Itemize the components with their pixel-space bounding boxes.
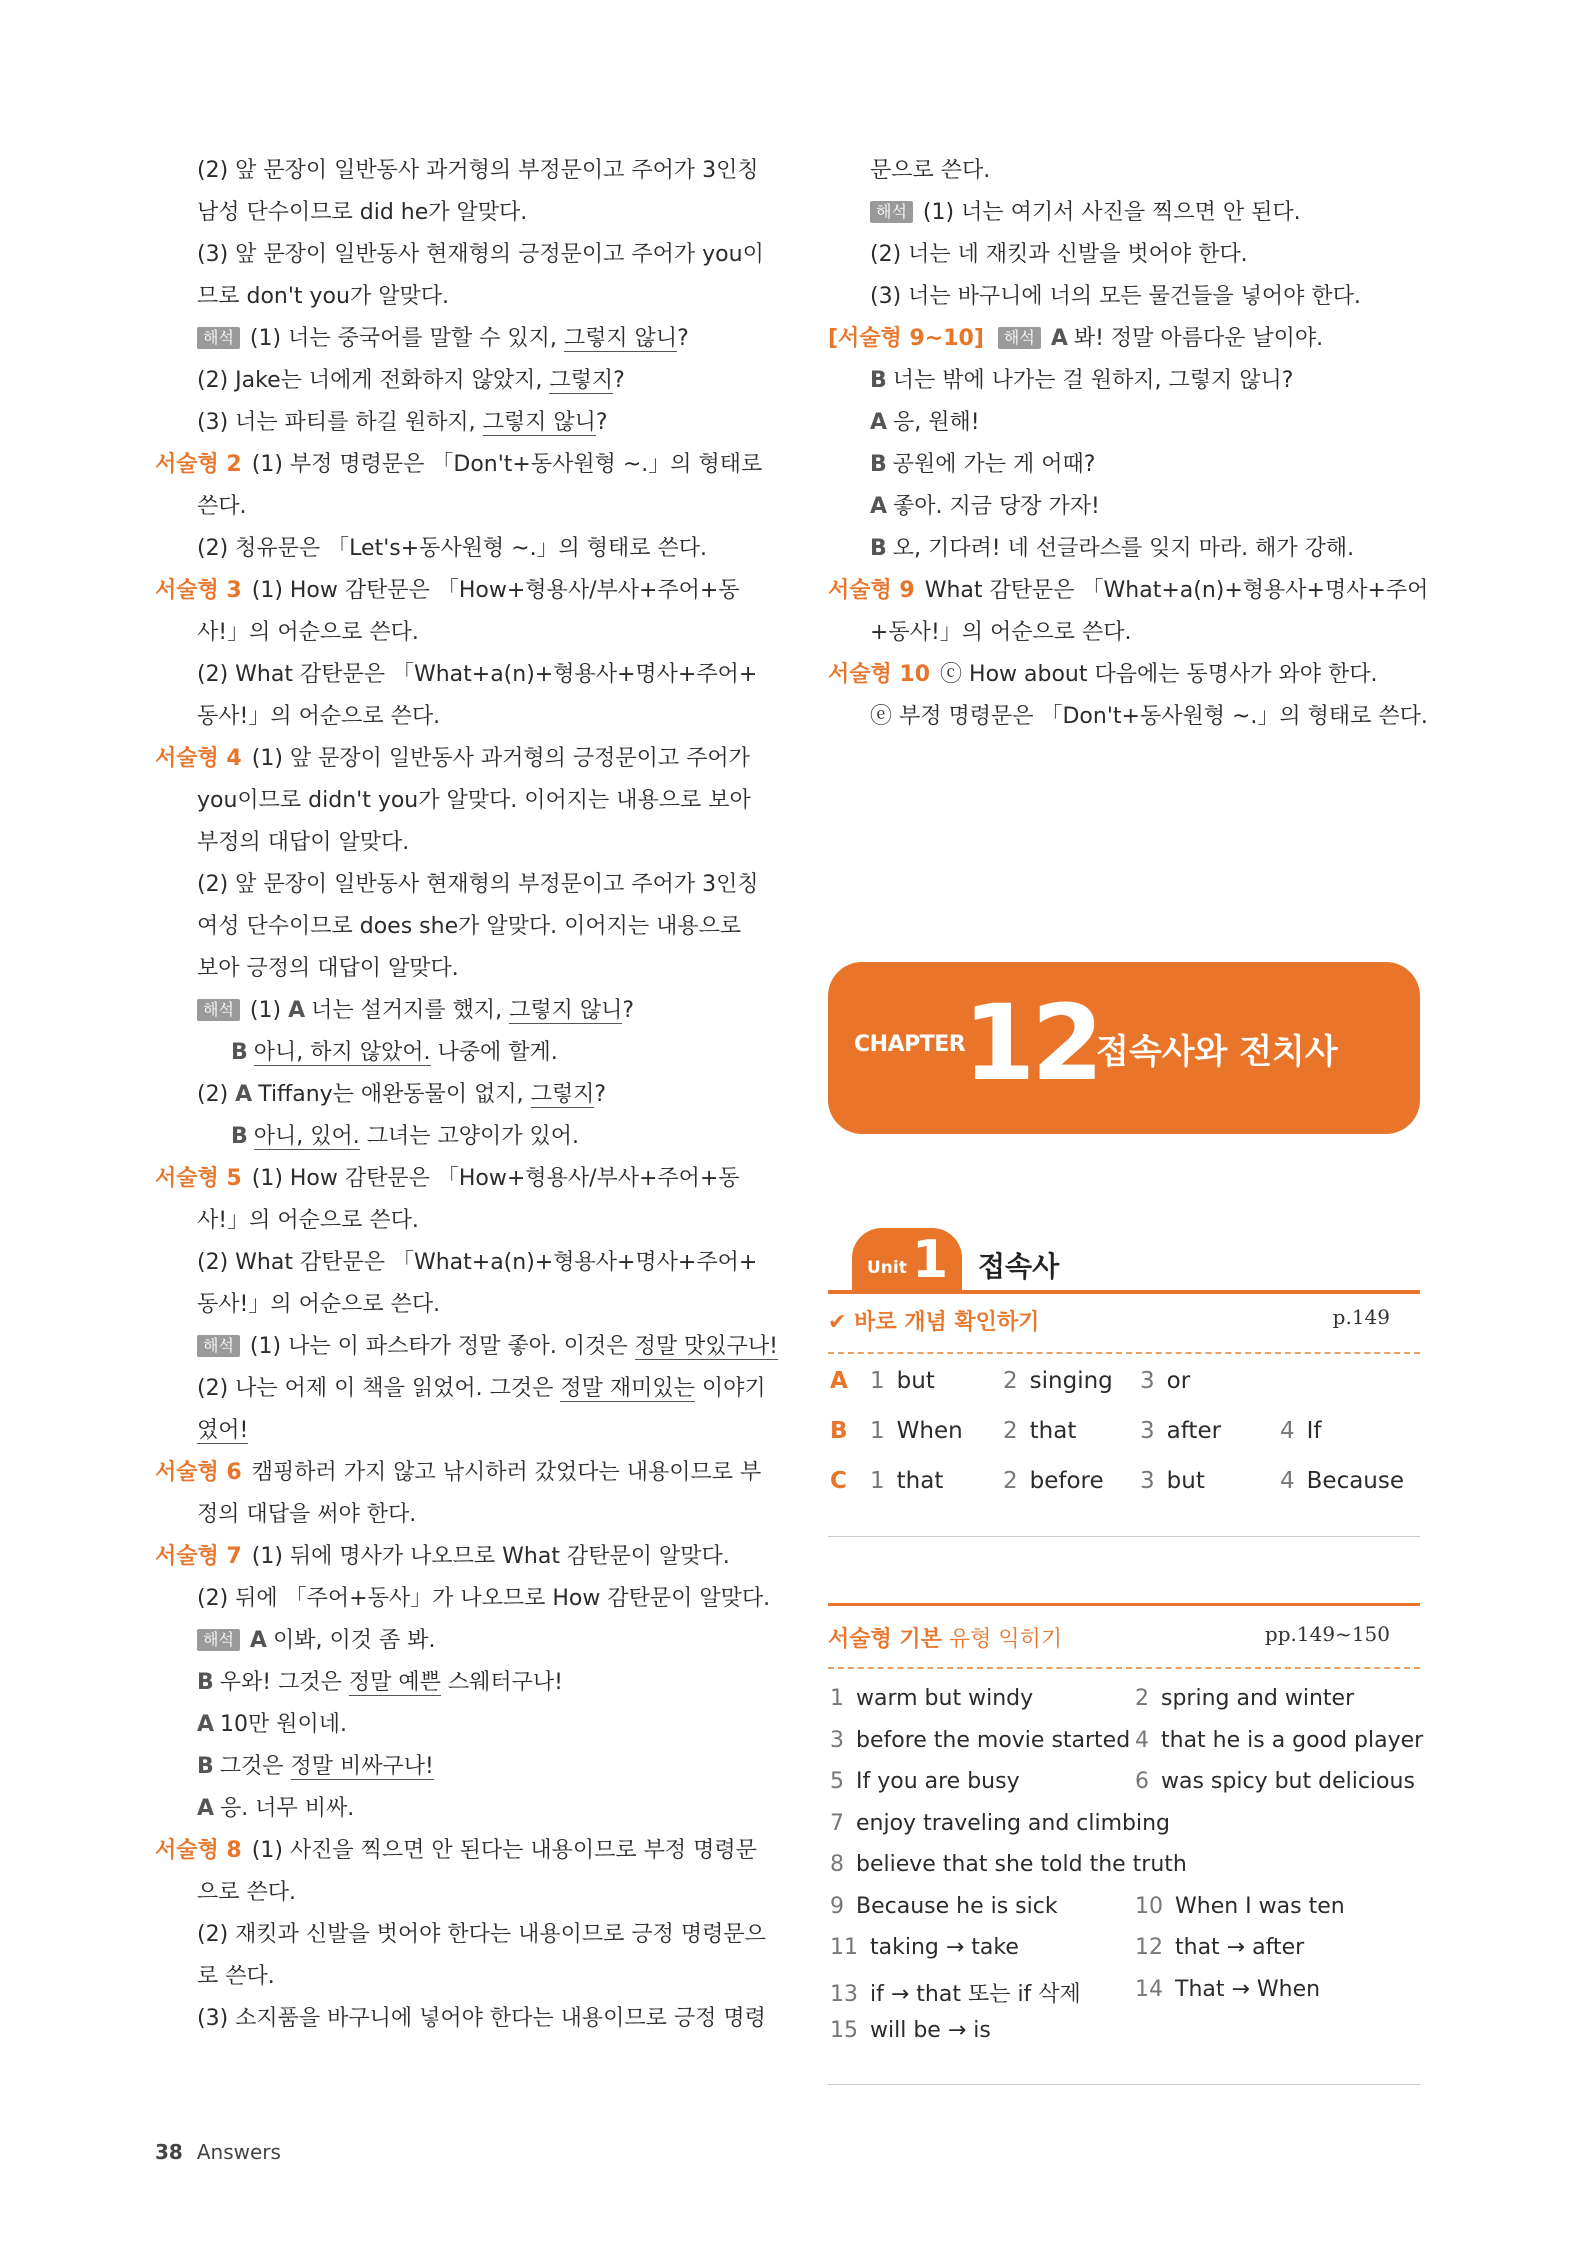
- answer-line: [155, 276, 755, 318]
- answer-line: [155, 486, 755, 528]
- speaker-label: B: [870, 452, 887, 477]
- speaker-label: B: [197, 1754, 214, 1779]
- practice-answer: [830, 1852, 1187, 1877]
- answer-value: will be → is: [870, 2018, 991, 2043]
- practice-answer: [830, 1811, 1170, 1836]
- answer-line: [155, 1116, 755, 1158]
- speaker-label: A: [288, 998, 306, 1023]
- check-answer: [1140, 1368, 1190, 1394]
- answer-value: If: [1306, 1418, 1322, 1444]
- answer-line: [155, 1830, 755, 1872]
- practice-section-title-bold: 서술형 기본: [828, 1627, 942, 1652]
- question-label: [서술형 9~10]: [828, 326, 984, 351]
- practice-answer: [830, 1977, 1081, 2008]
- line-text: 사!」의 어순으로 쓴다.: [197, 620, 419, 645]
- answer-value: When: [896, 1418, 963, 1444]
- answer-number: 6: [1135, 1769, 1149, 1794]
- check-row-label: C: [830, 1468, 847, 1494]
- speaker-label: B: [231, 1040, 248, 1065]
- speaker-label: A: [870, 410, 888, 435]
- answer-line: [828, 192, 1418, 234]
- check-row-label: A: [830, 1368, 848, 1394]
- check-answer: [1003, 1468, 1104, 1494]
- answer-value: but: [896, 1368, 935, 1394]
- underlined-text: 그렇지: [549, 368, 614, 393]
- check-answer: [1280, 1468, 1404, 1494]
- line-text: (2) Jake는 너에게 전화하지 않았지,: [197, 368, 550, 393]
- answer-line: [155, 864, 759, 906]
- line-text: 캠핑하러 가지 않고 낚시하러 갔었다는 내용이므로 부: [251, 1460, 762, 1485]
- practice-answer: [1135, 1894, 1345, 1919]
- section-divider: [828, 1536, 1420, 1537]
- answer-line: [155, 780, 755, 822]
- question-label: 서술형 9: [828, 578, 915, 603]
- line-text: (2) 앞 문장이 일반동사 현재형의 부정문이고 주어가 3인칭: [197, 872, 759, 897]
- check-answer: [1140, 1418, 1221, 1444]
- check-answer: [1003, 1368, 1113, 1394]
- answer-line: [155, 1578, 771, 1620]
- line-text: ?: [595, 410, 608, 435]
- line-text: ?: [677, 326, 689, 351]
- line-text: 므로 don't you가 알맞다.: [197, 284, 449, 309]
- line-text: (2) 재킷과 신발을 벗어야 한다는 내용이므로 긍정 명령문으: [197, 1922, 766, 1947]
- line-text: 문으로 쓴다.: [870, 158, 991, 183]
- line-text: (2) What 감탄문은 「What+a(n)+형용사+명사+주어+: [197, 1250, 758, 1275]
- answer-value: that he is a good player: [1161, 1727, 1424, 1753]
- check-row-label: B: [830, 1418, 848, 1444]
- answer-line: [828, 276, 1418, 318]
- answer-number: 2: [1003, 1468, 1018, 1494]
- answer-value: taking → take: [870, 1935, 1019, 1960]
- answer-line: [155, 1998, 766, 2040]
- line-text: 그녀는 고양이가 있어.: [359, 1124, 580, 1149]
- answer-line: [155, 444, 763, 486]
- answer-line: [155, 528, 755, 570]
- answer-line: [155, 696, 755, 738]
- answer-line: [828, 318, 1418, 360]
- answer-number: 4: [1280, 1418, 1295, 1444]
- line-text: 로 쓴다.: [197, 1964, 275, 1989]
- line-text: (1) 나는 이 파스타가 정말 좋아. 이것은: [249, 1334, 635, 1359]
- translation-tag: 해석: [870, 201, 913, 223]
- practice-answer: [1135, 1769, 1415, 1794]
- answer-value: That → When: [1175, 1976, 1321, 2002]
- practice-answer: [830, 1769, 1020, 1794]
- answer-line: [155, 1788, 755, 1830]
- answer-number: 1: [870, 1368, 885, 1394]
- answer-line: [155, 1662, 755, 1704]
- answer-line: [155, 738, 755, 780]
- line-text: 응, 원해!: [893, 410, 980, 435]
- answer-line: [155, 906, 755, 948]
- answer-line: [828, 570, 1429, 612]
- line-text: (1) 앞 문장이 일반동사 과거형의 긍정문이고 주어가: [251, 746, 750, 771]
- answer-number: 2: [1003, 1368, 1018, 1394]
- answer-line: [155, 360, 755, 402]
- practice-answer: [1135, 1977, 1320, 2002]
- question-label: 서술형 3: [155, 578, 242, 603]
- speaker-label: A: [197, 1796, 215, 1821]
- answer-line: [155, 1074, 755, 1116]
- line-text: (3) 너는 파티를 하길 원하지,: [197, 410, 483, 435]
- answer-line: [155, 1326, 778, 1368]
- practice-answer: [1135, 1728, 1423, 1753]
- left-answer-column: [155, 150, 778, 2040]
- dashed-divider: [828, 1667, 1420, 1669]
- line-text: (3) 소지품을 바구니에 넣어야 한다는 내용이므로 긍정 명령: [197, 2006, 766, 2031]
- chapter-title: 접속사와 전치사: [1096, 1032, 1338, 1072]
- answer-line: [155, 1620, 755, 1662]
- answer-line: [155, 654, 758, 696]
- line-text: 스웨터구나!: [440, 1670, 563, 1695]
- line-text: (2) 청유문은 「Let's+동사원형 ~.」의 형태로 쓴다.: [197, 536, 708, 561]
- check-section-header: [828, 1305, 1420, 1336]
- answer-number: 12: [1135, 1935, 1163, 1960]
- answer-line: [155, 1536, 755, 1578]
- unit-title: 접속사: [978, 1250, 1060, 1283]
- practice-section-page: pp.149~150: [1264, 1622, 1390, 1646]
- answer-line: [155, 1158, 755, 1200]
- translation-tag: 해석: [998, 327, 1041, 349]
- answer-line: [828, 696, 1428, 738]
- underlined-text: 그렇지: [530, 1082, 595, 1107]
- answer-value: believe that she told the truth: [856, 1852, 1187, 1877]
- line-text: +동사!」의 어순으로 쓴다.: [870, 620, 1132, 645]
- check-answer: [1003, 1418, 1076, 1444]
- answer-line: [155, 234, 764, 276]
- dashed-divider: [828, 1352, 1420, 1354]
- line-text: (2) 나는 어제 이 책을 읽었어. 그것은: [197, 1376, 561, 1401]
- practice-answer: [830, 1894, 1058, 1919]
- answer-line: [155, 1746, 755, 1788]
- answer-number: 4: [1280, 1468, 1295, 1494]
- line-text: ?: [622, 998, 635, 1023]
- line-text: (2) 뒤에 「주어+동사」가 나오므로 How 감탄문이 알맞다.: [197, 1586, 771, 1611]
- line-text: (2) 앞 문장이 일반동사 과거형의 부정문이고 주어가 3인칭: [197, 158, 759, 183]
- footer-label: Answers: [196, 2140, 281, 2164]
- speaker-label: B: [870, 368, 887, 393]
- answer-value: after: [1166, 1418, 1222, 1444]
- answer-number: 4: [1135, 1727, 1149, 1753]
- line-text: 으로 쓴다.: [197, 1880, 296, 1905]
- unit-number: 1: [912, 1230, 949, 1290]
- answer-value: Because: [1306, 1468, 1405, 1494]
- line-text: 쓴다.: [197, 494, 247, 519]
- answer-number: 3: [1140, 1368, 1155, 1394]
- answer-line: [828, 360, 1418, 402]
- practice-answer: [1135, 1935, 1304, 1960]
- answer-number: 9: [830, 1893, 844, 1919]
- line-text: What 감탄문은 「What+a(n)+형용사+명사+주어: [924, 578, 1429, 603]
- line-text: 사!」의 어순으로 쓴다.: [197, 1208, 419, 1233]
- speaker-label: A: [249, 1628, 267, 1653]
- question-label: 서술형 10: [828, 662, 931, 687]
- answer-line: [155, 1032, 755, 1074]
- answer-number: 11: [830, 1935, 858, 1960]
- answer-number: 3: [1140, 1468, 1155, 1494]
- line-text: (1): [249, 998, 289, 1023]
- practice-answer: [830, 1728, 1130, 1753]
- answer-line: [155, 1494, 755, 1536]
- line-text: 너는 설거지를 했지,: [311, 998, 510, 1023]
- answer-value: that: [896, 1468, 944, 1494]
- line-text: (3) 앞 문장이 일반동사 현재형의 긍정문이고 주어가 you이: [197, 242, 764, 267]
- underlined-text: 그렇지 않니: [509, 998, 623, 1023]
- answer-number: 1: [870, 1468, 885, 1494]
- practice-answer: [830, 2018, 991, 2043]
- answer-line: [155, 948, 755, 990]
- check-section-title: ✔ 바로 개념 확인하기: [828, 1310, 1040, 1335]
- line-text: (1) 사진을 찍으면 안 된다는 내용이므로 부정 명령문: [251, 1838, 757, 1863]
- question-label: 서술형 6: [155, 1460, 242, 1485]
- answer-line: [155, 1956, 755, 1998]
- practice-answer: [830, 1686, 1033, 1711]
- line-text: ?: [594, 1082, 607, 1107]
- answer-line: [155, 990, 755, 1032]
- speaker-label: A: [197, 1712, 215, 1737]
- practice-answer: [830, 1935, 1019, 1960]
- answer-line: [828, 654, 1418, 696]
- answer-line: [155, 1284, 755, 1326]
- chapter-number: 12: [963, 982, 1100, 1104]
- answer-line: [828, 402, 1418, 444]
- line-text: 이봐, 이것 좀 봐.: [272, 1628, 436, 1653]
- check-answer: [870, 1418, 963, 1444]
- answer-line: [828, 486, 1418, 528]
- answer-line: [155, 1914, 766, 1956]
- line-text: ?: [613, 368, 625, 393]
- answer-number: 1: [830, 1686, 844, 1711]
- answer-line: [155, 1200, 755, 1242]
- underlined-text: 정말 재미있는: [560, 1376, 695, 1401]
- line-text: 동사!」의 어순으로 쓴다.: [197, 1292, 441, 1317]
- answer-line: [828, 444, 1418, 486]
- answer-value: singing: [1029, 1368, 1113, 1394]
- answer-line: [828, 528, 1418, 570]
- answer-line: [828, 234, 1418, 276]
- line-text: 부정의 대답이 알맞다.: [197, 830, 410, 855]
- answer-number: 2: [1135, 1686, 1149, 1711]
- underlined-text: 정말 예쁜: [348, 1670, 441, 1695]
- answer-value: or: [1166, 1368, 1191, 1394]
- translation-tag: 해석: [197, 327, 240, 349]
- line-text: 보아 긍정의 대답이 알맞다.: [197, 956, 459, 981]
- chapter-label: CHAPTER: [854, 1032, 966, 1057]
- speaker-label: B: [870, 536, 887, 561]
- translation-tag: 해석: [197, 999, 240, 1021]
- answer-number: 10: [1135, 1893, 1163, 1919]
- answer-line: [155, 1872, 755, 1914]
- line-text: 오, 기다려! 네 선글라스를 잊지 마라. 해가 강해.: [892, 536, 1355, 561]
- line-text: 남성 단수이므로 did he가 알맞다.: [197, 200, 528, 225]
- line-text: (2) 너는 네 재킷과 신발을 벗어야 한다.: [870, 242, 1248, 267]
- answer-line: [155, 612, 755, 654]
- answer-number: 14: [1135, 1976, 1163, 2002]
- line-text: 동사!」의 어순으로 쓴다.: [197, 704, 441, 729]
- practice-top-rule: [828, 1603, 1420, 1606]
- answer-line: [155, 1452, 762, 1494]
- practice-section-header: [828, 1622, 1420, 1653]
- answer-value: that → after: [1175, 1935, 1305, 1960]
- line-text: 응. 너무 비싸.: [220, 1796, 355, 1821]
- answer-line: [155, 1368, 766, 1410]
- answer-value: spring and winter: [1161, 1686, 1355, 1711]
- practice-answer: [1135, 1686, 1354, 1711]
- answer-value: was spicy but delicious: [1161, 1769, 1415, 1794]
- practice-section-title-rest: 유형 익히기: [941, 1627, 1063, 1652]
- check-answer: [1280, 1418, 1322, 1444]
- answer-value: If you are busy: [856, 1769, 1020, 1794]
- page-footer: [155, 2140, 281, 2164]
- chapter-banner: [828, 962, 1420, 1134]
- translation-tag: 해석: [197, 1629, 240, 1651]
- line-text: Tiffany는 애완동물이 없지,: [258, 1082, 531, 1107]
- line-text: (1) How 감탄문은 「How+형용사/부사+주어+동: [251, 578, 740, 603]
- line-text: 10만 원이네.: [220, 1712, 348, 1737]
- check-answer: [1140, 1468, 1205, 1494]
- answer-value: before the movie started: [856, 1727, 1131, 1753]
- answer-number: 2: [1003, 1418, 1018, 1444]
- line-text: (1) 뒤에 명사가 나오므로 What 감탄문이 알맞다.: [251, 1544, 730, 1569]
- line-text: 공원에 가는 게 어때?: [892, 452, 1096, 477]
- answer-line: [155, 822, 755, 864]
- line-text: (1) 부정 명령문은 「Don't+동사원형 ~.」의 형태로: [251, 452, 763, 477]
- line-text: (1) 너는 여기서 사진을 찍으면 안 된다.: [922, 200, 1301, 225]
- unit-divider: [828, 1290, 1420, 1294]
- answer-line: [155, 1704, 755, 1746]
- underlined-text: 였어!: [197, 1418, 249, 1443]
- answer-line: [155, 402, 755, 444]
- answer-value: before: [1029, 1468, 1104, 1494]
- answer-value: but: [1166, 1468, 1205, 1494]
- underlined-text: 그렇지 않니: [482, 410, 596, 435]
- check-section-page: p.149: [1332, 1305, 1390, 1329]
- line-text: 우와! 그것은: [219, 1670, 349, 1695]
- answer-value: enjoy traveling and climbing: [856, 1810, 1171, 1836]
- answer-line: [828, 150, 1418, 192]
- line-text: (1) 너는 중국어를 말할 수 있지,: [249, 326, 564, 351]
- line-text: (2) What 감탄문은 「What+a(n)+형용사+명사+주어+: [197, 662, 758, 687]
- answer-value: Because he is sick: [856, 1893, 1058, 1919]
- line-text: (2): [197, 1082, 236, 1107]
- speaker-label: B: [197, 1670, 214, 1695]
- underlined-text: 아니, 하지 않았어.: [253, 1040, 431, 1065]
- question-label: 서술형 8: [155, 1838, 242, 1863]
- line-text: 너는 밖에 나가는 걸 원하지, 그렇지 않니?: [892, 368, 1294, 393]
- line-text: 정의 대답을 써야 한다.: [197, 1502, 417, 1527]
- underlined-text: 정말 비싸구나!: [290, 1754, 434, 1779]
- answer-line: [155, 150, 759, 192]
- answer-number: 3: [1140, 1418, 1155, 1444]
- speaker-label: A: [1050, 326, 1068, 351]
- answer-line: [828, 612, 1418, 654]
- question-label: 서술형 2: [155, 452, 242, 477]
- underlined-text: 그렇지 않니: [563, 326, 678, 351]
- answer-number: 13: [830, 1981, 858, 2007]
- answer-line: [155, 570, 755, 612]
- unit-tab: [852, 1228, 962, 1290]
- unit-label: Unit: [867, 1258, 907, 1278]
- answer-line: [155, 192, 755, 234]
- section-divider: [828, 2084, 1420, 2085]
- translation-tag: 해석: [197, 1335, 240, 1357]
- line-text: 여성 단수이므로 does she가 알맞다. 이어지는 내용으로: [197, 914, 742, 939]
- check-answer: [870, 1468, 943, 1494]
- right-answer-column: [828, 150, 1429, 738]
- answer-number: 7: [830, 1810, 844, 1836]
- question-label: 서술형 5: [155, 1166, 242, 1191]
- answer-value: When I was ten: [1175, 1893, 1345, 1919]
- answer-value: warm but windy: [856, 1686, 1034, 1711]
- answer-line: [155, 318, 755, 360]
- line-text: 좋아. 지금 당장 가자!: [893, 494, 1100, 519]
- check-answer: [870, 1368, 935, 1394]
- line-text: 나중에 할게.: [430, 1040, 558, 1065]
- answer-line: [155, 1410, 755, 1452]
- answer-number: 5: [830, 1769, 844, 1794]
- speaker-label: B: [231, 1124, 248, 1149]
- line-text: (1) How 감탄문은 「How+형용사/부사+주어+동: [251, 1166, 740, 1191]
- answer-number: 1: [870, 1418, 885, 1444]
- line-text: ⓒ How about 다음에는 동명사가 와야 한다.: [940, 662, 1378, 687]
- answer-number: 8: [830, 1852, 844, 1877]
- underlined-text: 아니, 있어.: [253, 1124, 360, 1149]
- answer-number: 3: [830, 1727, 844, 1753]
- line-text: 이야기: [694, 1376, 766, 1401]
- answer-value: if → that 또는 if 삭제: [870, 1981, 1081, 2007]
- underlined-text: 정말 맛있구나!: [634, 1334, 778, 1359]
- question-label: 서술형 4: [155, 746, 242, 771]
- speaker-label: A: [870, 494, 888, 519]
- answer-value: that: [1029, 1418, 1077, 1444]
- line-text: (3) 너는 바구니에 너의 모든 물건들을 넣어야 한다.: [870, 284, 1361, 309]
- line-text: ⓔ 부정 명령문은 「Don't+동사원형 ~.」의 형태로 쓴다.: [870, 704, 1428, 729]
- answer-number: 15: [830, 2018, 858, 2043]
- speaker-label: A: [235, 1082, 253, 1107]
- answer-line: [155, 1242, 758, 1284]
- line-text: 그것은: [219, 1754, 291, 1779]
- page-number: 38: [155, 2140, 183, 2164]
- question-label: 서술형 7: [155, 1544, 242, 1569]
- line-text: you이므로 didn't you가 알맞다. 이어지는 내용으로 보아: [197, 788, 751, 813]
- line-text: 봐! 정말 아름다운 날이야.: [1073, 326, 1324, 351]
